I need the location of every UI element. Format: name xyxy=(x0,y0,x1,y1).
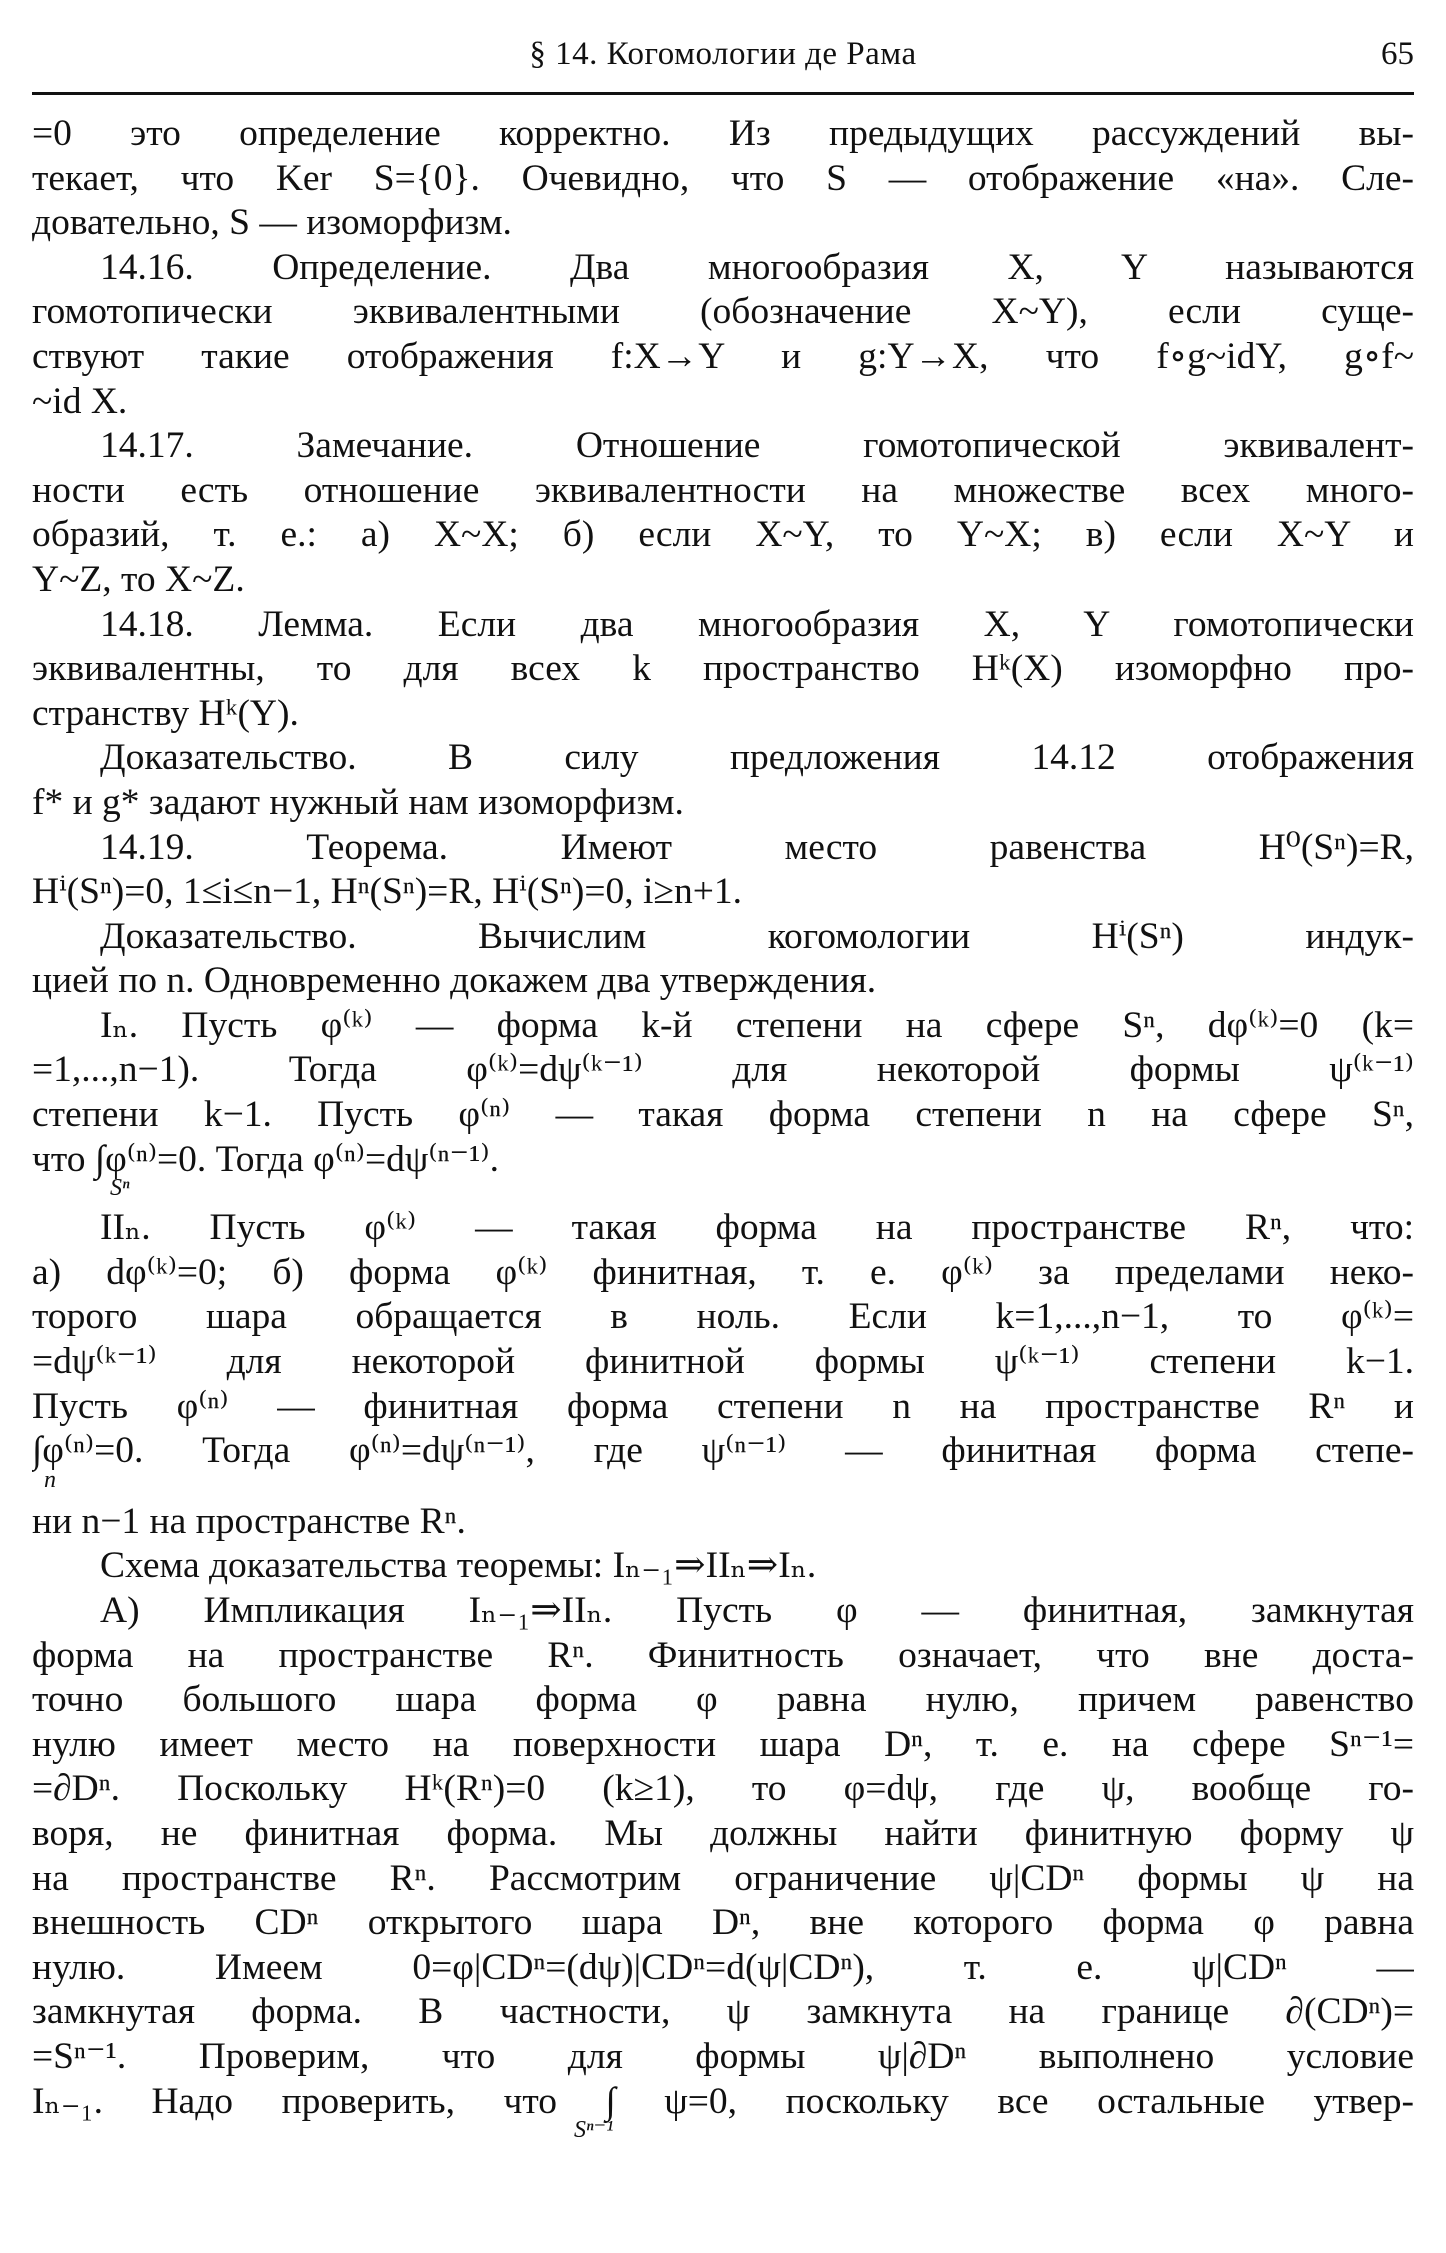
integral-subscript: Sⁿ⁻¹ xyxy=(574,2117,614,2144)
text-line: замкнутая форма. В частности, ψ замкнута на границе ∂(CDⁿ)= xyxy=(32,1991,1414,2033)
text-line: образий, т. е.: а) X~X; б) если X~Y, то Y~X; в) если X~Y и xyxy=(32,514,1414,556)
text-line: ~id X. xyxy=(32,380,128,422)
text-line: Доказательство. Вычислим когомологии Hⁱ(Sⁿ) индук- xyxy=(100,915,1414,957)
text-line: =0 это определение корректно. Из предыдущих рассуждений вы- xyxy=(32,113,1414,154)
text-line: Iₙ₋₁. Надо проверить, что ∫ ψ=0, поскольку все остальные утвер- xyxy=(32,2080,1414,2122)
text-line: воря, не финитная форма. Мы должны найти финитную форму ψ xyxy=(32,1812,1414,1854)
text-line: Схема доказательства теоремы: Iₙ₋₁⇒IIₙ⇒Iₙ. xyxy=(100,1545,817,1587)
text-line: Hⁱ(Sⁿ)=0, 1≤i≤n−1, Hⁿ(Sⁿ)=R, Hⁱ(Sⁿ)=0, i≥n+1. xyxy=(32,871,743,913)
text-line: ни n−1 на пространстве Rⁿ. xyxy=(32,1500,466,1542)
text-line: 14.19. Теорема. Имеют место равенства H⁰(Sⁿ)=R, xyxy=(100,826,1414,868)
text-line: гомотопически эквивалентными (обозначение X~Y), если суще- xyxy=(32,291,1414,333)
text-line: торого шара обращается в ноль. Если k=1,...,n−1, то φ⁽ᵏ⁾= xyxy=(32,1296,1414,1338)
text-line: эквивалентны, то для всех k пространство Hᵏ(X) изоморфно про- xyxy=(32,648,1414,690)
text-line: точно большого шара форма φ равна нулю, причем равенство xyxy=(32,1679,1414,1721)
text-line: Iₙ. Пусть φ⁽ᵏ⁾ — форма k-й степени на сфере Sⁿ, dφ⁽ᵏ⁾=0 (k= xyxy=(100,1004,1414,1046)
text-line: Y~Z, то X~Z. xyxy=(32,558,245,600)
text-line: 14.16. Определение. Два многообразия X, Y называются xyxy=(100,246,1414,288)
text-line: на пространстве Rⁿ. Рассмотрим ограничение ψ|CDⁿ формы ψ на xyxy=(32,1857,1414,1899)
text-line: =dψ⁽ᵏ⁻¹⁾ для некоторой финитной формы ψ⁽ᵏ⁻¹⁾ степени k−1. xyxy=(32,1341,1414,1383)
integral-subscript: Sⁿ xyxy=(110,1175,130,1202)
running-title: § 14. Когомологии де Рама xyxy=(529,36,917,72)
text-line: что ∫φ⁽ⁿ⁾=0. Тогда φ⁽ⁿ⁾=dψ⁽ⁿ⁻¹⁾. xyxy=(32,1138,500,1180)
text-line: =1,...,n−1). Тогда φ⁽ᵏ⁾=dψ⁽ᵏ⁻¹⁾ для некоторой формы ψ⁽ᵏ⁻¹⁾ xyxy=(32,1049,1414,1091)
text-line: А) Импликация Iₙ₋₁⇒IIₙ. Пусть φ — финитная, замкнутая xyxy=(100,1590,1414,1631)
text-line: форма на пространстве Rⁿ. Финитность означает, что вне доста- xyxy=(32,1634,1414,1676)
text-line: IIₙ. Пусть φ⁽ᵏ⁾ — такая форма на пространстве Rⁿ, что: xyxy=(100,1207,1414,1249)
text-line: цией по n. Одновременно докажем два утверждения. xyxy=(32,960,877,1002)
text-line: нулю имеет место на поверхности шара Dⁿ, т. е. на сфере Sⁿ⁻¹= xyxy=(32,1723,1414,1765)
text-line: текает, что Ker S={0}. Очевидно, что S — отображение «на». Сле- xyxy=(32,157,1414,199)
text-line: f* и g* задают нужный нам изоморфизм. xyxy=(32,781,684,823)
text-line: =∂Dⁿ. Поскольку Hᵏ(Rⁿ)=0 (k≥1), то φ=dψ, где ψ, вообще го- xyxy=(32,1768,1414,1810)
text-line: степени k−1. Пусть φ⁽ⁿ⁾ — такая форма степени n на сфере Sⁿ, xyxy=(32,1094,1414,1136)
page-body xyxy=(32,112,1414,2144)
header-rule xyxy=(32,92,1414,95)
text-line: ности есть отношение эквивалентности на множестве всех много- xyxy=(32,469,1414,511)
text-line: 14.18. Лемма. Если два многообразия X, Y гомотопически xyxy=(100,603,1414,645)
page-number: 65 xyxy=(1381,36,1414,72)
text-line: ∫φ⁽ⁿ⁾=0. Тогда φ⁽ⁿ⁾=dψ⁽ⁿ⁻¹⁾, где ψ⁽ⁿ⁻¹⁾ — финитная форма степе- xyxy=(32,1430,1414,1472)
text-line: внешность CDⁿ открытого шара Dⁿ, вне которого форма φ равна xyxy=(32,1902,1414,1944)
page-header xyxy=(32,28,1414,88)
text-line: 14.17. Замечание. Отношение гомотопической эквивалент- xyxy=(100,425,1414,467)
text-line: =Sⁿ⁻¹. Проверим, что для формы ψ|∂Dⁿ выполнено условие xyxy=(32,2035,1414,2077)
text-line: а) dφ⁽ᵏ⁾=0; б) форма φ⁽ᵏ⁾ финитная, т. е. φ⁽ᵏ⁾ за пределами неко- xyxy=(32,1251,1414,1293)
text-line: странству Hᵏ(Y). xyxy=(32,692,299,734)
text-line: Пусть φ⁽ⁿ⁾ — финитная форма степени n на пространстве Rⁿ и xyxy=(32,1385,1414,1427)
text-line: нулю. Имеем 0=φ|CDⁿ=(dψ)|CDⁿ=d(ψ|CDⁿ), т. е. ψ|CDⁿ — xyxy=(32,1946,1414,1988)
text-line: ствуют такие отображения f:X→Y и g:Y→X, что f∘g~idY, g∘f~ xyxy=(32,335,1414,377)
integral-subscript: n xyxy=(44,1466,56,1493)
text-line: довательно, S — изоморфизм. xyxy=(32,202,512,244)
text-line: Доказательство. В силу предложения 14.12 отображения xyxy=(100,737,1414,779)
